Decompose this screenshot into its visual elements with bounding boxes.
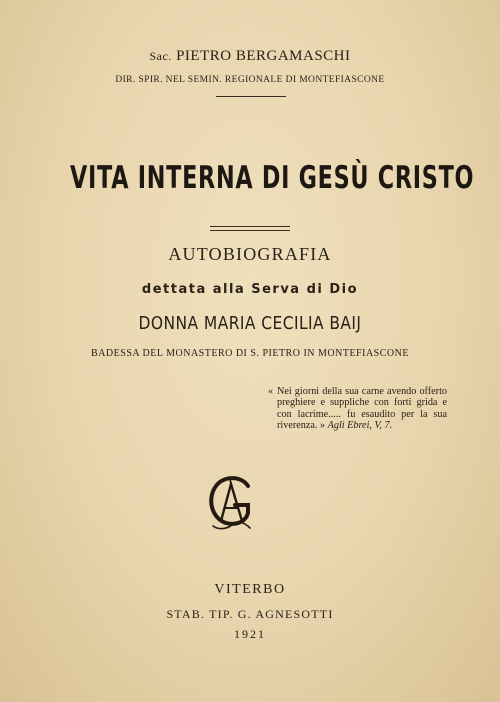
subject-name: DONNA MARIA CECILIA BAIJ (138, 313, 362, 334)
book-subtitle: AUTOBIOGRAFIA (168, 244, 332, 264)
imprint-year: 1921 (234, 627, 266, 641)
author-role: DIR. SPIR. NEL SEMIN. REGIONALE DI MONTEFIASCONE (115, 75, 385, 85)
author-prefix: Sac. (149, 49, 172, 63)
double-divider-rule (210, 226, 290, 231)
epigraph-reference: Agli Ebrei, V, 7. (327, 420, 393, 432)
imprint-printer: STAB. TIP. G. AGNESOTTI (166, 607, 334, 621)
imprint-city: VITERBO (214, 582, 286, 597)
author-name: PIETRO BERGAMASCHI (176, 48, 351, 64)
divider-rule (216, 96, 286, 97)
monogram-logo-icon (204, 472, 258, 532)
epigraph-close-mark: » (319, 420, 326, 432)
epigraph-open-mark: « (268, 386, 274, 397)
subject-role: BADESSA DEL MONASTERO DI S. PIETRO IN MONTEFIASCONE (91, 348, 409, 359)
epigraph (268, 386, 447, 432)
dictated-line: dettata alla Serva di Dio (141, 282, 359, 297)
epigraph-text: Nei giorni della sua carne avendo offerto preghiere e suppliche con forti grida e con lacrime..... fu esaudito per la sua riverenza. (277, 386, 447, 432)
author-line (0, 48, 500, 65)
book-title: VITA INTERNA DI GESÙ CRISTO (70, 160, 475, 196)
